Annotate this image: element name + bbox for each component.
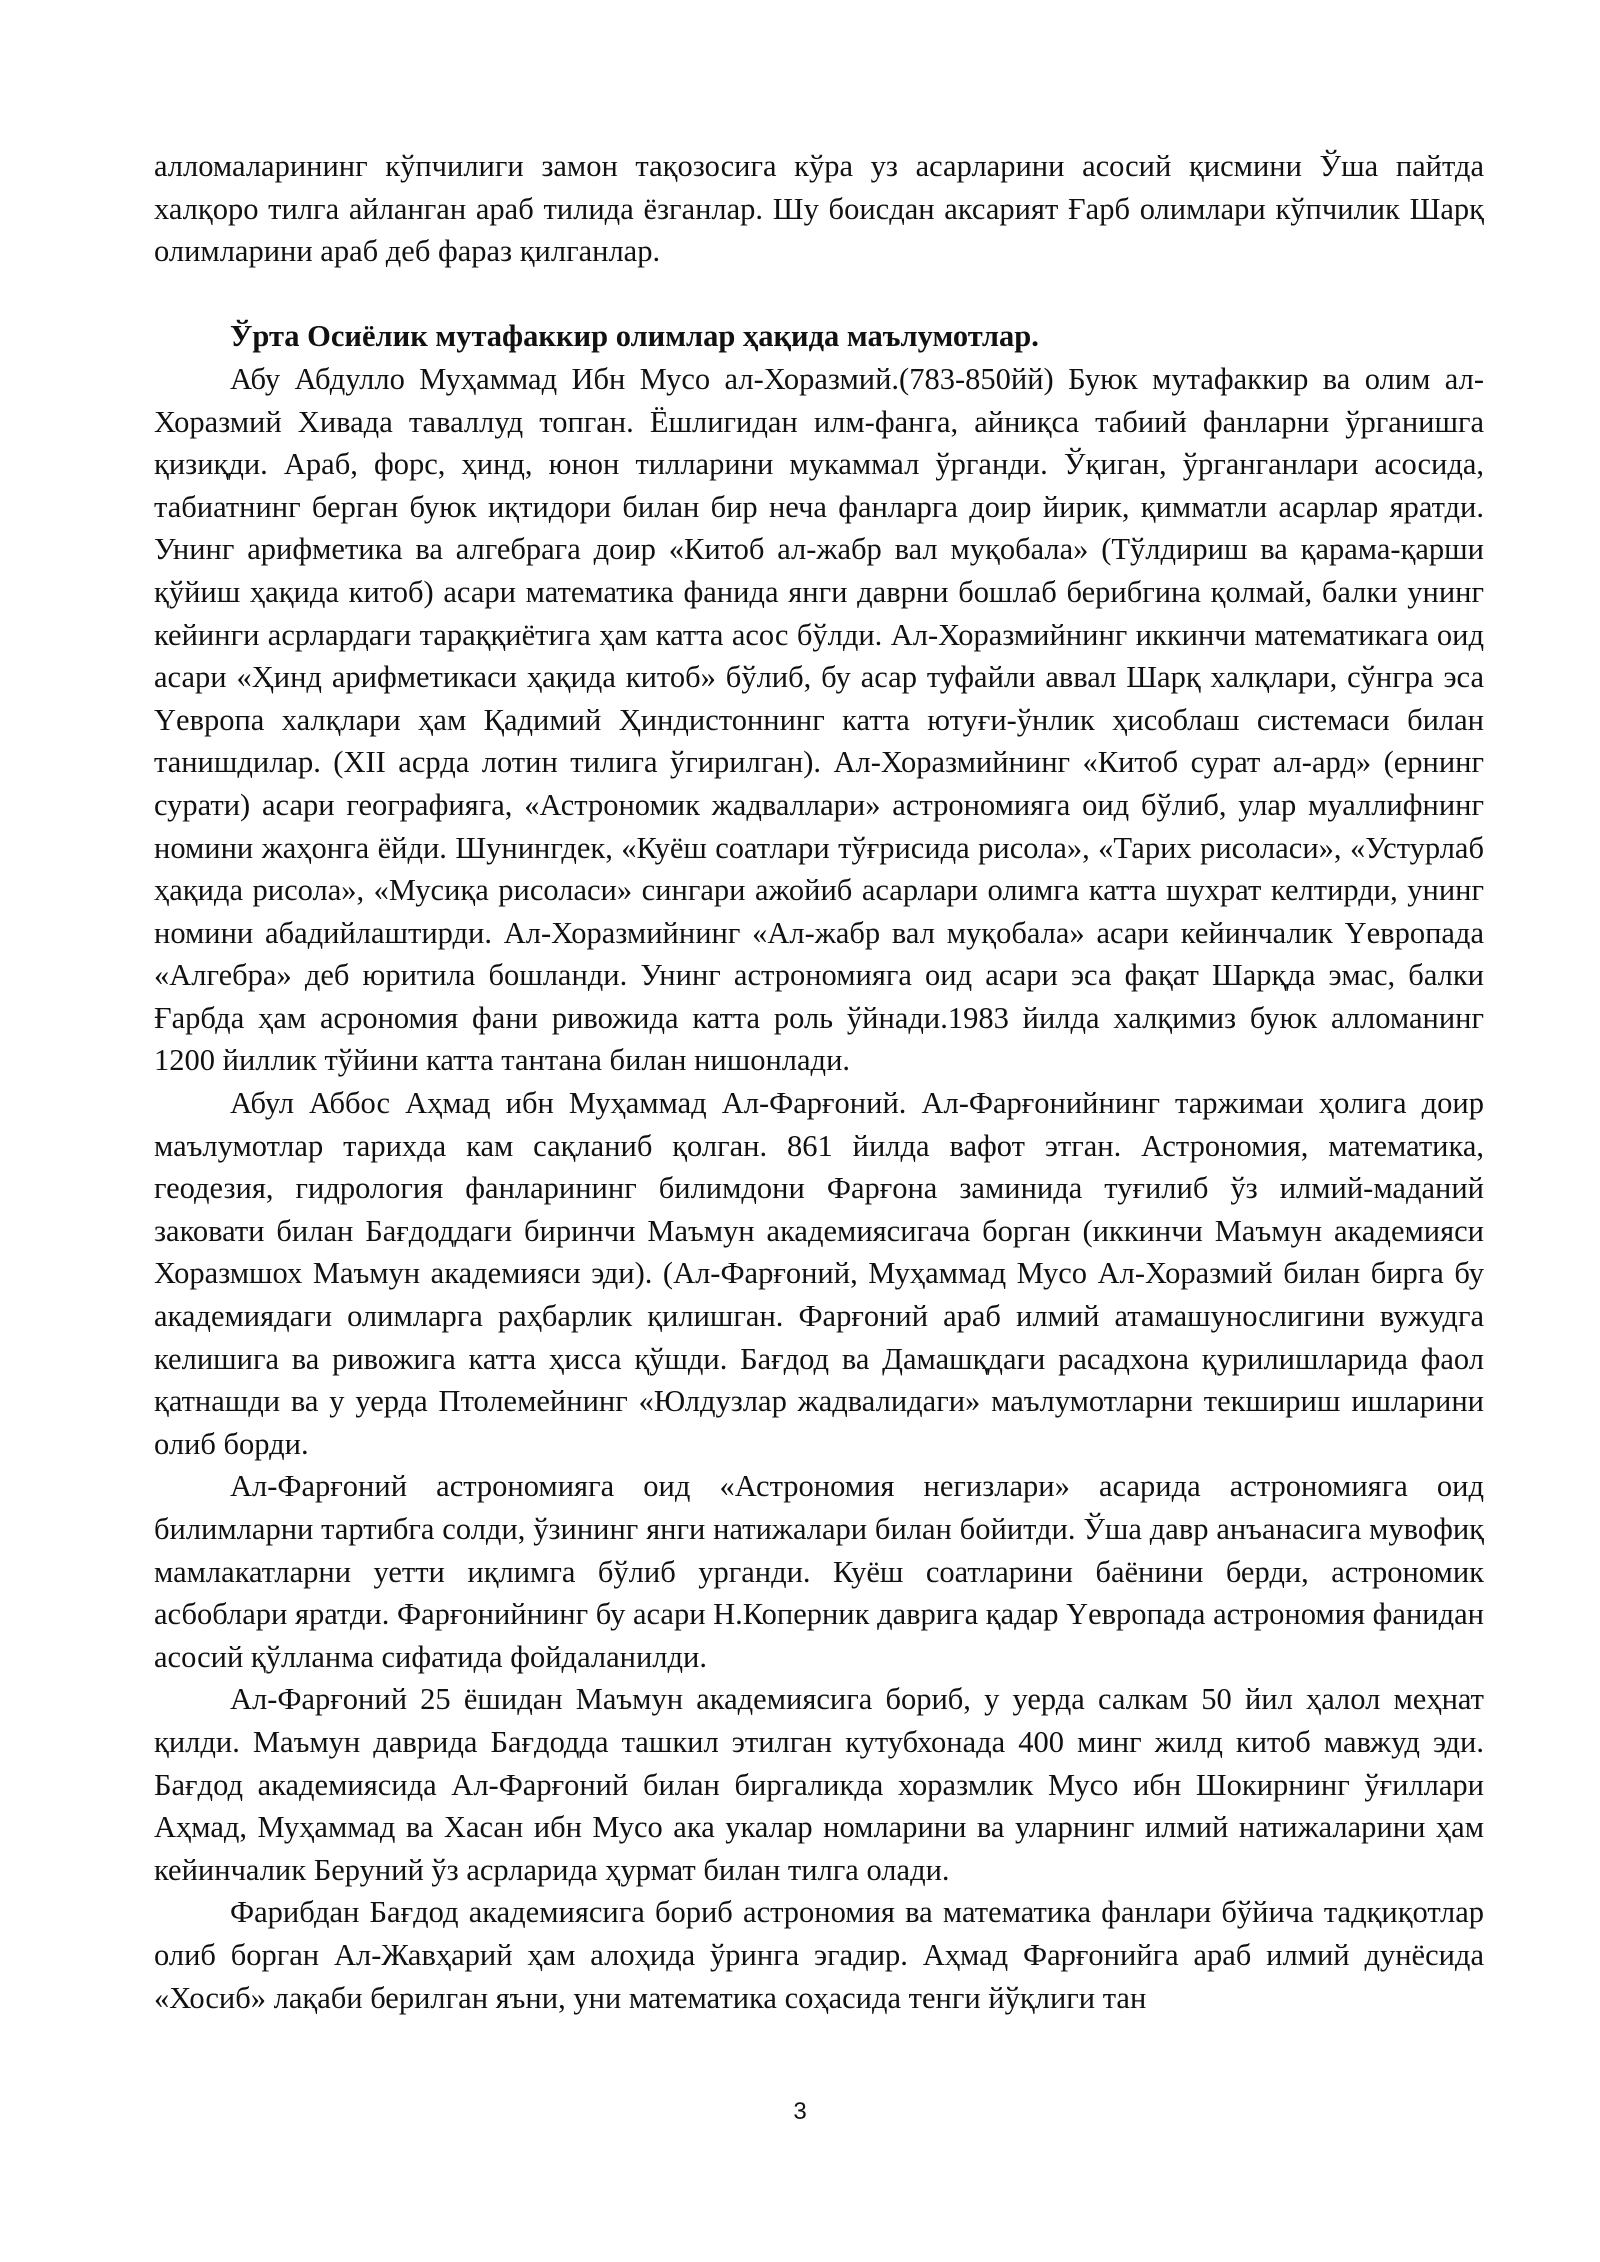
- document-page: [154, 145, 1484, 2019]
- paragraph-mamun-academy: Ал-Фарғоний 25 ёшидан Маъмун академиясига бориб, у уерда салкам 50 йил ҳалол меҳнат қилди. Маъмун даврида Бағдодда ташкил этилган кутубхонада 400 минг жилд китоб мавжуд эди. Бағдод академиясида Ал-Фарғоний билан биргаликда хоразмлик Мусо ибн Шокирнинг ўғиллари Аҳмад, Муҳаммад ва Хасан ибн Мусо ака укалар номларини ва уларнинг илмий натижаларини ҳам кейинчалик Беруний ўз асрларида ҳурмат билан тилга олади.: [154, 1682, 1484, 1887]
- paragraph-al-jawhari: Фарибдан Бағдод академиясига бориб астрономия ва математика фанлари бўйича тадқиқотлар олиб борган Ал-Жавҳарий ҳам алоҳида ўринга эгадир. Аҳмад Фарғонийга араб илмий дунёсида «Хосиб» лақаби берилган яъни, уни математика соҳасида тенги йўқлиги тан: [154, 1895, 1484, 2015]
- paragraph-al-farghani-astronomy: Ал-Фарғоний астрономияга оид «Астрономия негизлари» асарида астрономияга оид билимларни тартибга солди, ўзининг янги натижалари билан бойитди. Ўша давр анъанасига мувофиқ мамлакатларни уетти иқлимга бўлиб урганди. Куёш соатларини баёнини берди, астрономик асбоблари яратди. Фарғонийнинг бу асари Н.Коперник даврига қадар Үевропада астрономия фанидан асосий қўлланма сифатида фойдаланилди.: [154, 1469, 1484, 1674]
- intro-paragraph: алломаларининг кўпчилиги замон тақозосига кўра уз асарларини асосий қисмини Ўша пайтда халқоро тилга айланган араб тилида ёзганлар. Шу боисдан аксарият Ғарб олимлари кўпчилик Шарқ олимларини араб деб фараз қилганлар.: [154, 149, 1484, 269]
- section-heading: Ўрта Осиёлик мутафаккир олимлар ҳақида маълумотлар.: [230, 319, 1039, 354]
- paragraph-al-khwarizmi: Абу Абдулло Муҳаммад Ибн Мусо ал-Хоразмий.(783-850йй) Буюк мутафаккир ва олим ал-Хоразмий Хивада таваллуд топган. Ёшлигидан илм-фанга, айниқса табиий фанларни ўрганишга қизиқди. Араб, форс, ҳинд, юнон тилларини мукаммал ўрганди. Ўқиган, ўрганганлари асосида, табиатнинг берган буюк иқтидори билан бир неча фанларга доир йирик, қимматли асарлар яратди. Унинг арифметика ва алгебрага доир «Китоб ал-жабр вал муқобала» (Тўлдириш ва қарама-қарши қўйиш ҳақида китоб) асари математика фанида янги даврни бошлаб берибгина қолмай, балки унинг кейинги асрлардаги тараққиётига ҳам катта асос бўлди. Ал-Хоразмийнинг иккинчи математикага оид асари «Ҳинд арифметикаси ҳақида китоб» бўлиб, бу асар туфайли аввал Шарқ халқлари, сўнгра эса Үевропа халқлари ҳам Қадимий Ҳиндистоннинг катта ютуғи-ўнлик ҳисоблаш системаси билан танишдилар. (XII асрда лотин тилига ўгирилган). Ал-Хоразмийнинг «Китоб сурат ал-ард» (ернинг сурати) асари географияга, «Астрономик жадваллари» астрономияга оид бўлиб, улар муаллифнинг номини жаҳонга ёйди. Шунингдек, «Куёш соатлари тўғрисида рисола», «Тарих рисоласи», «Устурлаб ҳақида рисола», «Мусиқа рисоласи» сингари ажойиб асарлари олимга катта шухрат келтирди, унинг номини абадийлаштирди. Ал-Хоразмийнинг «Ал-жабр вал муқобала» асари кейинчалик Үевропада «Алгебра» деб юритила бошланди. Унинг астрономияга оид асари эса фақат Шарқда эмас, балки Ғарбда ҳам асрономия фани ривожида катта роль ўйнади.1983 йилда халқимиз буюк алломанинг 1200 йиллик тўйини катта тантана билан нишонлади.: [154, 361, 1484, 1078]
- paragraph-al-farghani-bio: Абул Аббос Аҳмад ибн Муҳаммад Ал-Фарғоний. Ал-Фарғонийнинг таржимаи ҳолига доир маълумотлар тарихда кам сақланиб қолган. 861 йилда вафот этган. Астрономия, математика, геодезия, гидрология фанларининг билимдони Фарғона заминида туғилиб ўз илмий-маданий заковати билан Бағдоддаги биринчи Маъмун академиясигача борган (иккинчи Маъмун академияси Хоразмшох Маъмун академияси эди). (Ал-Фарғоний, Муҳаммад Мусо Ал-Хоразмий билан бирга бу академиядаги олимларга раҳбарлик қилишган. Фарғоний араб илмий атамашунослигини вужудга келишига ва ривожига катта ҳисса қўшди. Бағдод ва Дамашқдаги расадхона қурилишларида фаол қатнашди ва у уерда Птолемейнинг «Юлдузлар жадвалидаги» маълумотларни текшириш ишларини олиб борди.: [154, 1086, 1484, 1461]
- page-number: 3: [793, 2098, 807, 2125]
